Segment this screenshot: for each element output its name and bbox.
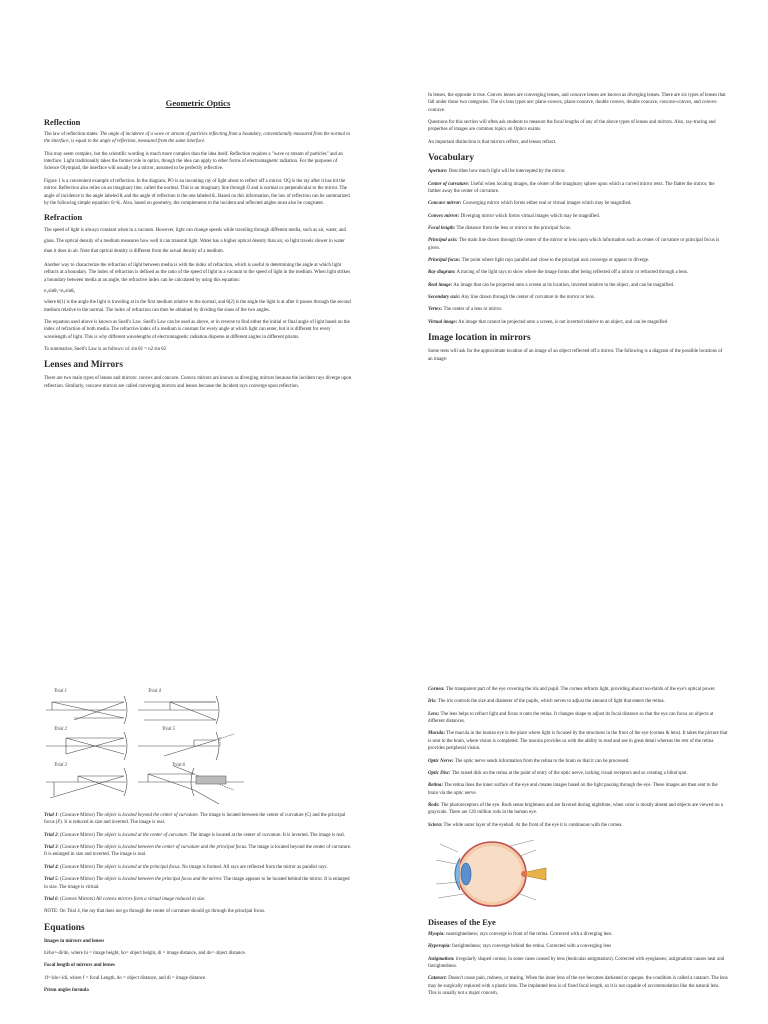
vocab-item: Center of curvature: Useful when locating images, the center of the imaginary sphere upon which a curved mirror rests. The flatter the mirror, the farther away the center of curvature. <box>428 181 715 194</box>
vocab-item: Secondary axis: Any line drawn through the center of curvature to the mirror or lens. <box>428 295 595 301</box>
trial-6-label: Trial 6 <box>172 763 185 768</box>
equation-1: hi/ho=-di/do, where hi = image height, ho= object height, di = image distance, and do= object distance. <box>44 950 246 956</box>
trial-3-diagram <box>46 768 127 798</box>
diseases-heading: Diseases of the Eye <box>428 918 496 928</box>
trial-4-label: Trial 4 <box>148 689 161 694</box>
eye-part-item: Rods: The photoreceptors of the eye. Rods sense brightness and are favored during nighttime, when color is mostly absent and objects are viewed on a grayscale. There are 120 million rods in the human eye. <box>428 802 723 816</box>
trial-5-label: Trial 5 <box>162 727 175 732</box>
lenses-mirrors-heading: Lenses and Mirrors <box>44 360 123 371</box>
trial-note: NOTE: On Trial 4, the ray that does not go through the center of curvature should go through the principal focus. <box>44 909 266 915</box>
snells-law-equation: n₁sinθ₁=n₂sinθ₂ <box>44 289 76 295</box>
trial-description: Trial 2: (Concave Mirror) The object is located at the center of curvature. The image is located at the center of curvature. It is inverted. The image is real. <box>44 832 345 838</box>
trial-5-diagram <box>138 732 234 760</box>
trial-description: Trial 1: (Concave Mirror) The object is located beyond the center of curvature. The image is located between the center of curvature (C) and the principal focus (F). It is reduced in size and inverted. The image is real. <box>44 813 346 826</box>
equation-3-title: Prism angles formula <box>44 988 89 994</box>
trial-description: Trial 6: (Convex Mirrors) All convex mirrors form a virtual image reduced in size. <box>44 896 206 902</box>
trial-description: Trial 5: (Concave Mirror) The object is located between the principal focus and the mirror. The image appears to be located behind the mirror. It is enlarged in size. The image is virtual. <box>44 877 350 890</box>
eye-part-item: Cornea: The transparent part of the eye covering the iris and pupil. The cornea refracts light, providing about two-thirds of the eye's optical power. <box>428 687 716 692</box>
reflection-paragraph-3: Figure 1 is a convenient example of reflection. In the diagram, PO is an incoming ray of light about to reflect off a mirror. OQ is the ray after it has hit the mirror. Reflection also relies on an imaginary line, called the normal. This is an imaginary line through O and is normal or perpendicular to the mirror. The angle of incidence is the angle labeled θᵢ and the angle of reflection is the one labeled θᵣ. Based on this information, the law of reflection can be summarized by the following simple equation: θᵢ=θᵣ. Also, based on geometry, the complements to the incident and reflected angles must also be congruent. <box>44 178 350 206</box>
eye-part-item: Retina: The retina lines the inner surface of the eye and creates images based on the light passing through the eye. These images are then sent to the brain via the optic nerve. <box>428 783 718 796</box>
optic-disc-shape <box>521 871 527 877</box>
refraction-paragraph-1: The speed of light is always constant when in a vacuum. However, light can change speeds while traveling through different media, such as air, water, and glass. The optical density of a medium measures how well it can transmit light. Water has a higher optical density than air, so light travels slower in water than it does in air. Note that optical density is different from the actual density of a medium. <box>44 228 346 254</box>
refraction-paragraph-5: To summarize, Snell's Law is as follows: n1 sin θ1 = n2 sin θ2 <box>44 347 167 352</box>
vocab-item: Vertex: The center of a lens or mirror. <box>428 307 503 313</box>
equation-2-title: Focal length of mirrors and lenses <box>44 963 115 969</box>
eye-part-item: Sclera: The white outer layer of the eyeball. At the front of the eye it is continuous with the cornea. <box>428 822 623 828</box>
disease-item: Myopia: nearsightedness; rays converge in front of the retina. Corrected with a diverging lens. <box>428 932 613 938</box>
vocab-item: Concave mirror: Converging mirror which forms either real or virtual images which may be magnified. <box>428 201 632 207</box>
vocab-item: Principal focus: The point where light rays parallel and close to the principal axis converge or appear to diverge. <box>428 258 650 264</box>
left-page-bottom <box>44 676 352 1024</box>
disease-item: Hyperopia: farsightedness; rays converge behind the retina. Corrected with a converging lens <box>428 944 612 950</box>
eye-part-item: Lens: The lens helps to refract light and focus it onto the retina. It changes shape to adjust its focal distance so that the eye can focus on objects at different distances. <box>428 711 714 725</box>
trial-3-label: Trial 3 <box>54 763 67 768</box>
trial-2-label: Trial 2 <box>54 727 67 732</box>
right-page-top <box>428 0 728 520</box>
refraction-paragraph-4: The equation used above is known as Snell's Law. Snell's Law can be used as above, or in reverse to find either the initial or final angle of light based on the index of refraction of both media. The refractive index of a medium is constant for every angle at which light can enter, but it is different for every wavelength of light. This is why different wavelengths of electromagnetic radiation disperse at different angles in different prisms. <box>44 319 350 340</box>
lens-shape <box>461 863 471 885</box>
eye-parts-list <box>428 686 728 829</box>
trial-2-diagram <box>46 732 127 760</box>
trial-4-diagram <box>138 696 219 724</box>
trial-1-label: Trial 1 <box>54 689 67 694</box>
vocab-item: Principal axis: The main line drawn through the center of the mirror or lens upon which information such as center of curvature or principal focus is given. <box>428 238 720 251</box>
disease-item: Astigmatism: irregularly shaped cornea; in some cases caused by lens (lenticular astigmatism). Corrected with eyeglasses; astigmatism causes near and farsightedness. <box>428 956 725 970</box>
optic-nerve-shape <box>526 868 546 880</box>
ray-diagram-figure <box>44 684 352 806</box>
trial-1-diagram <box>46 696 127 724</box>
lenses-paragraph-4: An important distinction is that mirrors reflect, and lenses refract. <box>428 139 557 145</box>
trial-6-diagram <box>138 766 244 804</box>
eye-part-item: Optic Disc: The raised disk on the retina at the point of entry of the optic nerve, lacking visual receptors and so creating a blind spot. <box>428 770 688 776</box>
lenses-paragraph-2: In lenses, the opposite is true. Convex lenses are converging lenses, and concave lenses are known as diverging lenses. There are six types of lenses that fall under those two categories. The six lens types are: plano-convex, plano-concave, double convex, double concave, concave-convex, and convex-concave. <box>428 93 726 113</box>
cornea-shape <box>455 858 460 890</box>
equation-1-title: Images in mirrors and lenses <box>44 938 105 944</box>
eye-part-item: Optic Nerve: The optic nerve sends information from the retina to the brain so that it can be processed. <box>428 758 630 764</box>
eye-part-item: Macula: The macula in the human eye is the place where light is focused by the structures in the front of the eye (cornea & lens). It takes the picture that is sent to the brain, where vision is completed. The macula provides us with the ability to read and see in great detail whereas the rest of the retina provides peripheral vision. <box>428 731 728 752</box>
trial-description: Trial 3: (Concave Mirror) The object is located between the center of curvature and the principal focus. The image is located beyond the center of curvature. It is enlarged in size and inverted. The image is real. <box>44 845 352 858</box>
vocab-item: Convex mirror: Diverging mirror which forms virtual images which may be magnified. <box>428 213 600 219</box>
image-location-paragraph: Some tests will ask for the approximate location of an image of an object reflected off a mirror. The following is a diagram of the possible locations of an image: <box>428 349 723 362</box>
ray-diagram-trials <box>44 684 352 806</box>
reflection-paragraph-1: The law of reflection states: The angle of incidence of a wave or stream of particles reflecting from a boundary, conventionally measured from the normal to the interface, is equal to the angle of reflection, measured from the same interface. <box>44 132 351 145</box>
eye-anatomy-image <box>430 834 550 912</box>
image-location-heading: Image location in mirrors <box>428 333 531 344</box>
document-title: Geometric Optics <box>165 98 231 108</box>
vocab-item: Virtual image: An image that cannot be projected onto a screen, is not inverted relative to an object, and can be magnified <box>428 319 668 325</box>
right-page-bottom <box>428 676 728 1024</box>
eye-part-item: Iris: The iris controls the size and diameter of the pupils, which serves to adjust the amount of light that enters the retina. <box>428 699 665 705</box>
equation-2: 1f=1do+1di, where f = focal Length, do = object distance, and di = image distance. <box>44 975 207 981</box>
reflection-heading: Reflection <box>44 118 81 127</box>
vocab-item: Ray diagram: A tracing of the light rays to show where the image forms after being reflected off a mirror or refracted through a lens. <box>428 270 688 276</box>
trial-description: Trial 4: (Concave Mirror) The object is located at the principal focus. No image is formed. All rays are reflected from the mirror as parallel rays. <box>44 864 328 870</box>
vocab-item: Aperture: Describes how much light will be intercepted by the mirror. <box>428 169 566 175</box>
diseases-list <box>428 931 728 998</box>
lenses-paragraph-1: There are two main types of lenses and mirrors: convex and concave. Convex mirrors are known as diverging mirrors because the incident rays diverge upon reflection. Similarly, concave mirrors are called converging mirrors and lenses because the incident rays converge upon reflection. <box>44 376 352 389</box>
trial-descriptions <box>44 812 352 916</box>
eye-anatomy-diagram <box>430 834 550 912</box>
vocab-item: Real image: An image that can be projected onto a screen at its location, inverted relative to the object, and can be magnified. <box>428 282 675 288</box>
reflection-paragraph-2: This may seem complex, but the scientific wording is much more complex than the idea itself. Reflection requires a "wave or stream of particles" and an interface. Light traditionally takes the former role in optics, though the idea can apply to other forms of electromagnetic radiation. For the purposes of Science Olympiad, the interface will usually be a mirror, assumed to be perfectly reflective. <box>44 151 343 172</box>
vocabulary-heading: Vocabulary <box>428 153 475 164</box>
refraction-heading: Refraction <box>44 213 83 223</box>
refraction-paragraph-2: Another way to characterize the refraction of light between media is with the index of refraction, which is useful in determining the angle at which light refracts at a boundary. The index of refraction is defined as the ratio of the speed of light in a vacuum to the speed of light in the medium. When light strikes a boundary between media at an angle, the refractive index can be calculated by using this equation: <box>44 263 351 283</box>
vocabulary-list <box>428 168 728 326</box>
vocab-item: Focal length: The distance from the lens or mirror to the principal focus. <box>428 225 572 231</box>
equations-heading: Equations <box>44 922 85 933</box>
left-page-top <box>44 0 352 520</box>
lenses-paragraph-3: Questions for this section will often ask students to measure the focal lengths of any of the above types of lenses and mirrors. Also, ray-tracing and properties of images are common topics on Optics exams. <box>428 120 716 133</box>
refraction-paragraph-3: where θ(1) is the angle the light is traveling at in the first medium relative to the normal, and θ(2) is the angle the light is at after it passes through the second medium relative to the normal. The index of refraction can then be obtained by dividing the sines of the two angles. <box>44 300 351 313</box>
disease-item: Cataract: Doesn't cause pain, redness, or tearing. When the inner lens of the eye becomes darkened or opaque, the condition is called a cataract. The lens may be surgically replaced with a plastic lens. The implanted lens is of fixed focal length, so it is not capable of accommodation like the natural lens. This is usually not a major concern, <box>428 976 728 997</box>
